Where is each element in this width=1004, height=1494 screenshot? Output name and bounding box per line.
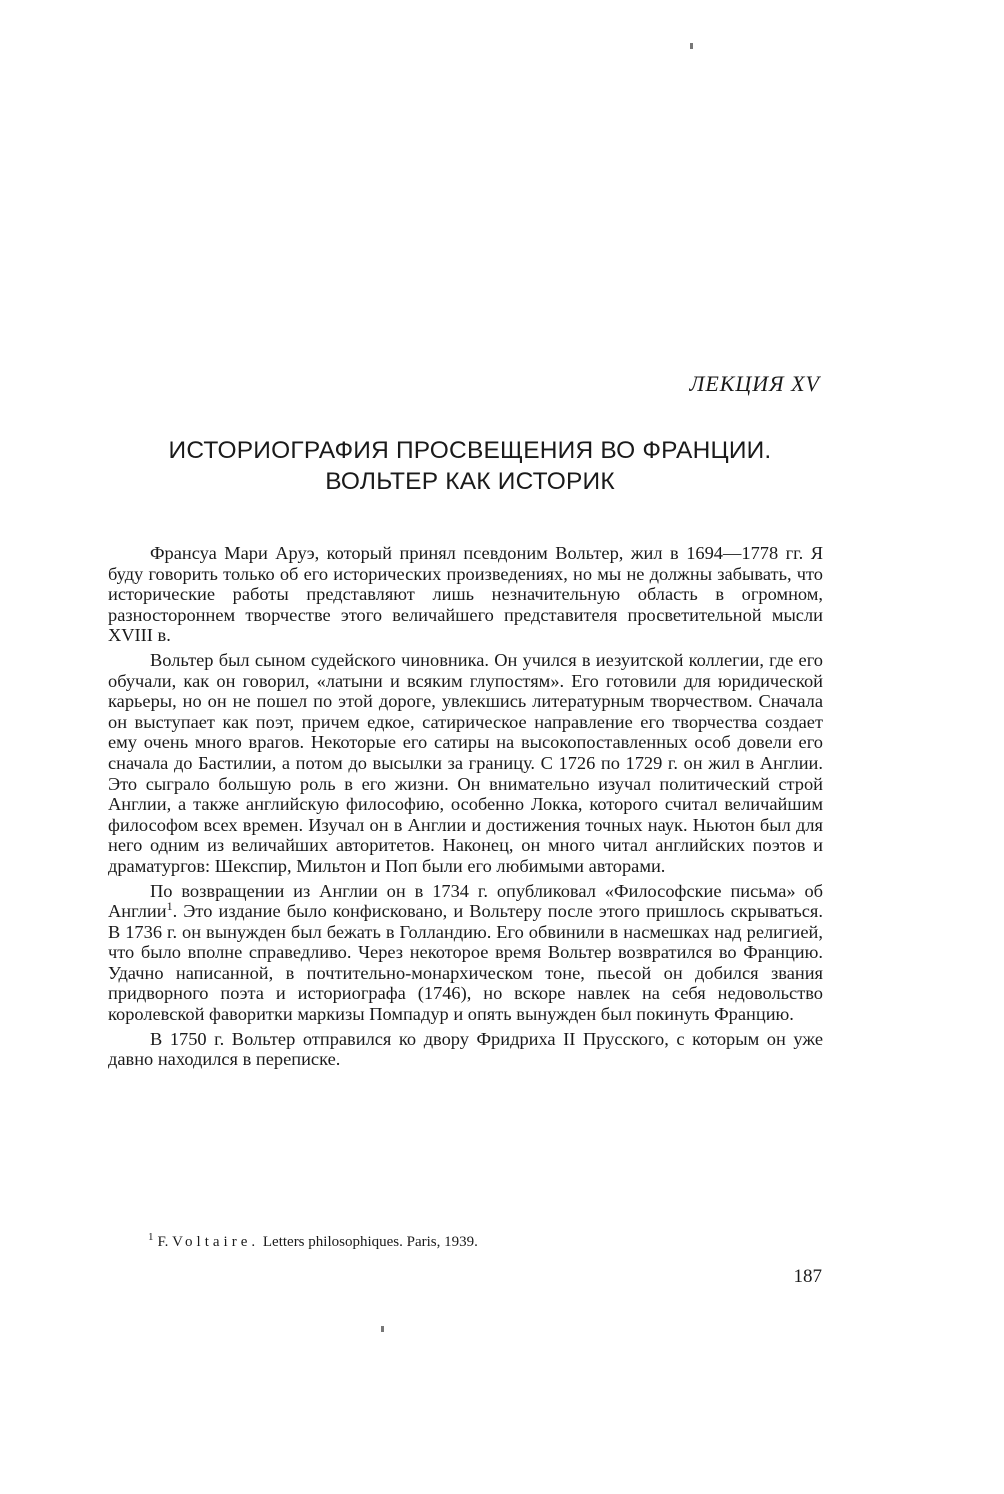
scan-artifact — [690, 43, 693, 49]
chapter-title — [105, 435, 835, 497]
paragraph-3 — [108, 881, 823, 1025]
paragraph-1: Франсуа Мари Аруэ, который принял псевдоним Вольтер, жил в 1694—1778 гг. Я буду говорить только об его исторических произведениях, но мы не должны забывать, что исторические работы представляют лишь незначительную область в огромном, разностороннем творчестве этого величайшего представителя просветительной мысли XVIII в. — [108, 543, 823, 646]
chapter-title-line-1: ИСТОРИОГРАФИЯ ПРОСВЕЩЕНИЯ ВО ФРАНЦИИ. — [168, 437, 772, 464]
footnote-mark: 1 — [148, 1231, 154, 1243]
footnote-reference: 1 — [166, 898, 173, 913]
body-text — [108, 543, 823, 1074]
paragraph-3-part-2: . Это издание было конфисковано, и Вольтеру после этого пришлось скрываться. В 1736 г. он вынужден был бежать в Голландию. Его обвинили в насмешках над религией, что было вполне справедливо. Через некоторое время Вольтер возвратился во Францию. Удачно написанной, в почтительно-монархическом тоне, пьесой он добился звания придворного поэта и историографа (1746), но вскоре навлек на себя недовольство королевской фаворитки маркизы Помпадур и опять вынужден был покинуть Францию. — [108, 901, 823, 1025]
scan-artifact — [381, 1326, 384, 1332]
page-number: 187 — [793, 1266, 822, 1287]
paragraph-4: В 1750 г. Вольтер отправился ко двору Фридриха II Прусского, с которым он уже давно находился в переписке. — [108, 1028, 823, 1070]
footnote-author-initial: F. — [157, 1234, 169, 1250]
lecture-label: ЛЕКЦИЯ XV — [689, 371, 820, 396]
paragraph-3-part-1: По возвращении из Англии он в 1734 г. опубликовал «Философские письма» об Англии — [108, 880, 823, 922]
footnote — [148, 1231, 478, 1251]
chapter-title-line-2: ВОЛЬТЕР КАК ИСТОРИК — [325, 468, 615, 495]
paragraph-2: Вольтер был сыном судейского чиновника. Он учился в иезуитской коллегии, где его обучали, как он говорил, «латыни и всяким глупостям». Его готовили для юридической карьеры, но он не пошел по этой дороге, увлекшись литературным творчеством. Сначала он выступает как поэт, причем едкое, сатирическое направление его творчества создает ему очень много врагов. Некоторые его сатиры на высокопоставленных особ довели его сначала до Бастилии, а потом до высылки за границу. С 1726 по 1729 г. он жил в Англии. Это сыграло большую роль в его жизни. Он внимательно изучал политический строй Англии, а также английскую философию, особенно Локка, которого считал величайшим философом всех времен. Изучал он в Англии и достижения точных наук. Ньютон был для него одним из величайших авторитетов. Наконец, он много читал английских поэтов и драматургов: Шекспир, Мильтон и Поп были его любимыми авторами. — [108, 649, 823, 876]
footnote-text: Letters philosophiques. Paris, 1939. — [262, 1234, 478, 1250]
footnote-author-name: Voltaire. — [172, 1234, 260, 1250]
